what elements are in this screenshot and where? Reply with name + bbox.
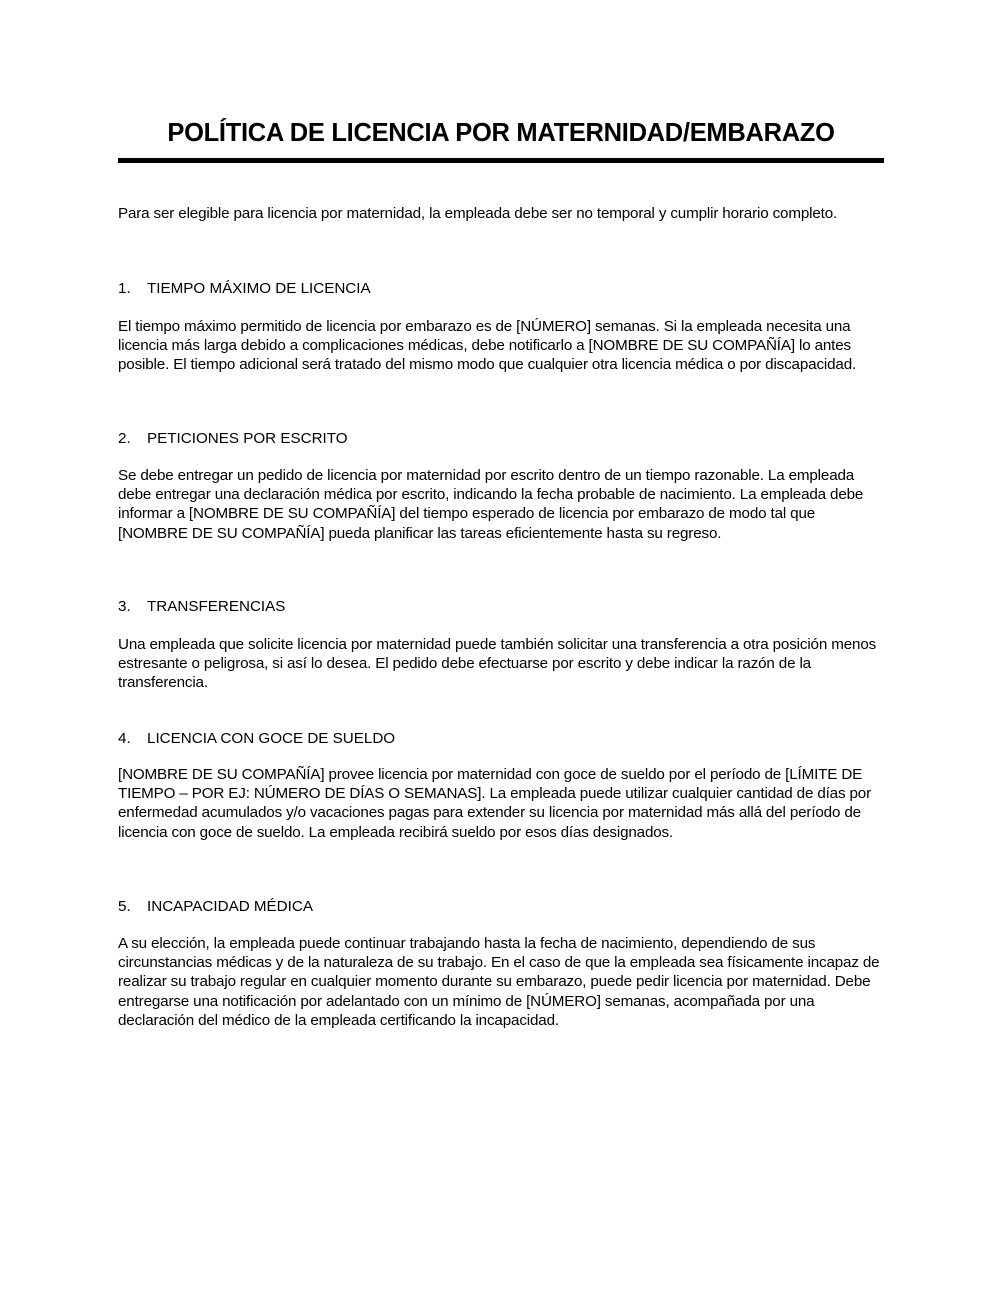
section-5-text: A su elección, la empleada puede continuar trabajando hasta la fecha de nacimiento, dependiendo de sus circunstancias médicas y de la naturaleza de su trabajo. En el caso de que la empleada sea físicamente incapaz de realizar su trabajo regular en cualquier momento durante su embarazo, puede pedir licencia por maternidad. Debe entregarse una notificación por adelantado con un mínimo de [NÚMERO] semanas, acompañada por una declaración del médico de la empleada certificando la incapacidad. [118,935,880,1029]
intro-paragraph [118,204,884,223]
section-3-number: 3. [118,598,131,615]
section-4-heading [118,729,395,748]
section-4-number: 4. [118,730,131,747]
section-4-title: LICENCIA CON GOCE DE SUELDO [147,730,396,747]
section-2-body [118,466,884,543]
title-divider [118,158,884,163]
section-3-text: Una empleada que solicite licencia por maternidad puede también solicitar una transferencia a otra posición menos estresante o peligrosa, si así lo desea. El pedido debe efectuarse por escrito y debe indicar la razón de la transferencia. [118,636,877,692]
section-1-text: El tiempo máximo permitido de licencia por embarazo es de [NÚMERO] semanas. Si la empleada necesita una licencia más larga debido a complicaciones médicas, debe notificarlo a [NOMBRE DE SU COMPAÑÍA] lo antes posible. El tiempo adicional será tratado del mismo modo que cualquier otra licencia médica o por discapacidad. [118,318,857,374]
section-3-body [118,635,884,693]
section-1-number: 1. [118,280,131,297]
section-2-heading [118,429,348,448]
section-4-text: [NOMBRE DE SU COMPAÑÍA] provee licencia por maternidad con goce de sueldo por el período de [LÍMITE DE TIEMPO – POR EJ: NÚMERO DE DÍAS O SEMANAS]. La empleada puede utilizar cualquier cantidad de días por enfermedad acumulados y/o vacaciones pagas para extender su licencia por maternidad más allá del período de licencia con goce de sueldo. La empleada recibirá sueldo por esos días designados. [118,766,871,841]
section-2-title: PETICIONES POR ESCRITO [147,430,348,447]
intro-text: Para ser elegible para licencia por maternidad, la empleada debe ser no temporal y cumplir horario completo. [118,205,838,222]
section-5-heading [118,897,313,916]
section-1-body [118,317,884,375]
section-5-body [118,934,884,1030]
section-2-number: 2. [118,430,131,447]
section-5-number: 5. [118,898,131,915]
section-4-body [118,765,884,842]
section-1-title: TIEMPO MÁXIMO DE LICENCIA [147,280,371,297]
section-5-title: INCAPACIDAD MÉDICA [147,898,313,915]
section-3-title: TRANSFERENCIAS [147,598,286,615]
section-3-heading [118,597,285,616]
section-1-heading [118,279,371,298]
document-title: POLÍTICA DE LICENCIA POR MATERNIDAD/EMBARAZO [167,119,835,147]
section-2-text: Se debe entregar un pedido de licencia por maternidad por escrito dentro de un tiempo razonable. La empleada debe entregar una declaración médica por escrito, indicando la fecha probable de nacimiento. La empleada debe informar a [NOMBRE DE SU COMPAÑÍA] del tiempo esperado de licencia por embarazo de modo tal que [NOMBRE DE SU COMPAÑÍA] pueda planificar las tareas eficientemente hasta su regreso. [118,467,864,542]
